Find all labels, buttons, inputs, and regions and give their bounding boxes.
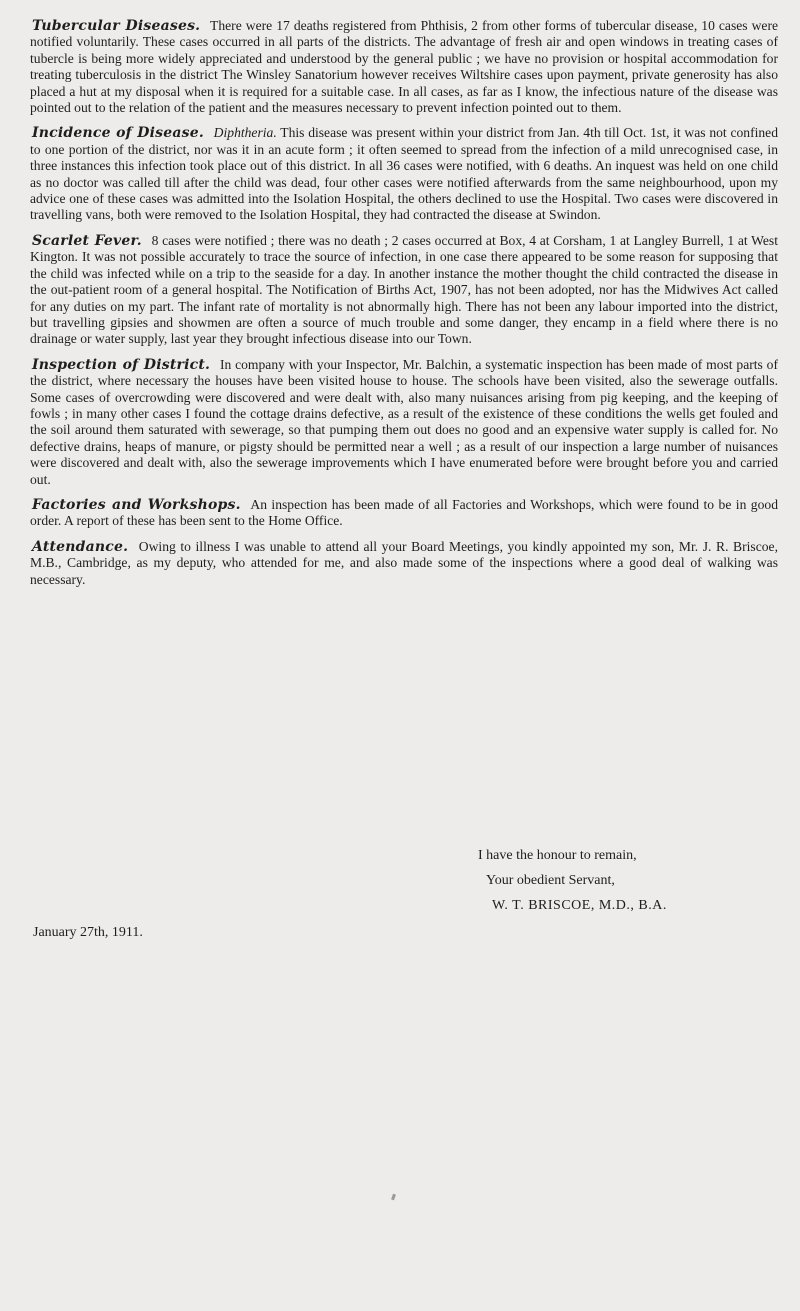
closing-servant-line: Your obedient Servant, [486, 873, 615, 888]
heading-incidence-of-disease: Incidence of Disease. [32, 125, 204, 142]
heading-factories-and-workshops: Factories and Workshops. [32, 496, 241, 513]
paragraph-text: In company with your Inspector, Mr. Balchin, a systematic inspection has been made of most parts of the district, where necessary the houses have been visited house to house. The schools have been visited, also the sewerage outfalls. Some cases of overcrowding were discovered and were dealt with, also many nuisances arising from pig keeping, and the keeping of fowls ; in many other cases I found the cottage drains defective, as a result of the existence of these conditions the wells get fouled and the soil around them saturated with sewerage, so that pumping them out does no good and an expensive water supply is called for. No defective drains, heaps of manure, or pigsty should be permitted near a well ; as a result of our inspection a large number of nuisances were discovered and dealt with, also the sewerage improvements which I have enumerated before were brought before you and carried out. [30, 356, 778, 487]
subheading-diphtheria: Diphtheria. [213, 125, 277, 141]
paragraph-text: 8 cases were notified ; there was no death ; 2 cases occurred at Box, 4 at Corsham, 1 at Langley Burrell, 1 at West Kington. It was not possible accurately to trace the source of infection, in one case there appeared to be some reason for supposing that the child was infected while on a trip to the seaside for a day. In another instance the mother thought the child contracted the disease in the out-patient room of a general hospital. The Notification of Births Act, 1907, has not been adopted, nor has the Midwives Act called for any duties on my part. The infant rate of mortality is not abnormally high. There has not been any labour imported into the district, but travelling gipsies and showmen are often a source of much trouble and some danger, they encamp in a field where there is no drainage or water supply, last year they brought infectious disease into our Town. [30, 232, 778, 347]
paper-speck [391, 1194, 396, 1201]
paragraph-attendance [30, 539, 778, 588]
paragraph-inspection-of-district [30, 357, 778, 488]
heading-inspection-of-district: Inspection of District. [32, 356, 211, 373]
paragraph-incidence-of-disease [30, 125, 778, 223]
closing-block [470, 848, 800, 923]
paragraph-tubercular-diseases [30, 18, 778, 116]
paragraph-text: Owing to illness I was unable to attend all your Board Meetings, you kindly appointed my son, Mr. J. R. Briscoe, M.B., Cambridge, as my deputy, who attended for me, and also made some of the inspections where a good deal of walking was necessary. [30, 538, 778, 587]
heading-scarlet-fever: Scarlet Fever. [32, 232, 142, 249]
report-date: January 27th, 1911. [33, 925, 143, 940]
closing-honour-line: I have the honour to remain, [478, 848, 637, 863]
report-body [30, 18, 778, 597]
paragraph-factories-and-workshops [30, 497, 778, 530]
signature: W. T. BRISCOE, M.D., B.A. [492, 898, 667, 913]
heading-attendance: Attendance. [32, 538, 129, 555]
paragraph-text: There were 17 deaths registered from Phthisis, 2 from other forms of tubercular disease, 10 cases were notified voluntarily. These cases occurred in all parts of the districts. The advantage of fresh air and open windows in treating cases of tubercle is being more widely appreciated and understood by the general public ; we have no provision or hospital accommodation for treating tuberculosis in the district The Winsley Sanatorium however receives Wiltshire cases upon payment, private generosity has also placed a hut at my disposal when it is required for a suitable case. In all cases, as far as I know, the infectious nature of the disease was pointed out to the relation of the patient and the measures necessary to prevent infection pointed out to them. [30, 18, 779, 116]
paragraph-text: This disease was present within your district from Jan. 4th till Oct. 1st, it was not confined to one portion of the district, nor was it in an acute form ; it often seemed to spread from the infection of a mild unrecognised case, in three instances this infection took place out of this district. In all 36 cases were notified, with 6 deaths. An inquest was held on one child as no doctor was called till after the child was dead, four other cases were notified afterwards from the same neighbourhood, upon my advice one of these cases was admitted into the Isolation Hospital, the others declined to use the Hospital. Two cases were discovered in travelling vans, both were removed to the Isolation Hospital, they had contracted the disease at Swindon. [30, 125, 779, 223]
heading-tubercular-diseases: Tubercular Diseases. [32, 18, 201, 34]
paragraph-scarlet-fever [30, 233, 778, 348]
paragraph-text: An inspection has been made of all Factories and Workshops, which were found to be in good order. A report of these has been sent to the Home Office. [30, 496, 778, 529]
